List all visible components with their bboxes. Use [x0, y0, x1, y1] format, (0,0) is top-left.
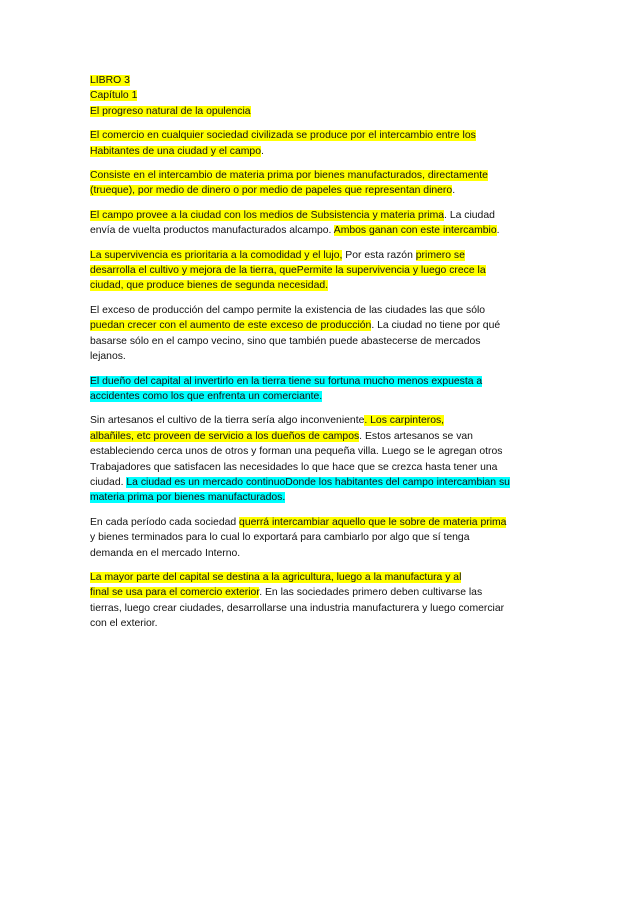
document-body	[90, 73, 556, 641]
yellow-highlight: Habitantes de una ciudad y el campo	[90, 145, 261, 157]
yellow-highlight: final se usa para el comercio exterior	[90, 587, 260, 599]
text-line	[90, 73, 556, 88]
text-line	[90, 278, 556, 293]
paragraph	[90, 248, 556, 294]
text-line	[90, 570, 556, 585]
yellow-highlight: albañiles, etc proveen de servicio a los dueños de campos	[90, 430, 360, 442]
paragraph	[90, 168, 556, 199]
text-run: basarse sólo en el campo vecino, sino que también puede abastecerse de mercados	[90, 335, 481, 347]
yellow-highlight: puedan crecer con el aumento de este exceso de producción	[90, 320, 372, 332]
text-run: . Estos artesanos se van	[359, 430, 473, 442]
yellow-highlight: ciudad, que produce bienes de segunda necesidad.	[90, 280, 329, 292]
text-run: y bienes terminados para lo cual lo exportará para cambiarlo por algo que sí tenga	[90, 532, 470, 544]
text-run: .	[452, 185, 456, 197]
cyan-highlight: El dueño del capital al invertirlo en la tierra tiene su fortuna mucho menos expuesta a	[90, 375, 483, 387]
text-run: .	[260, 145, 264, 157]
text-run: El exceso de producción del campo permite la existencia de las ciudades las que sólo	[90, 304, 486, 316]
yellow-highlight: La supervivencia es prioritaria a la comodidad y el lujo,	[90, 249, 343, 261]
text-run: Sin artesanos el cultivo de la tierra sería algo inconveniente	[90, 415, 365, 427]
yellow-highlight: El comercio en cualquier sociedad civilizada se produce por el intercambio entre los	[90, 130, 476, 142]
text-line	[90, 616, 556, 631]
paragraph	[90, 570, 556, 632]
text-run: con el exterior.	[90, 618, 158, 630]
text-line	[90, 429, 556, 444]
text-line	[90, 515, 556, 530]
text-line	[90, 318, 556, 333]
text-line	[90, 413, 556, 428]
text-line	[90, 263, 556, 278]
cyan-highlight: La ciudad es un mercado continuoDonde los habitantes del campo intercambian su	[126, 476, 510, 488]
yellow-highlight: LIBRO 3	[90, 75, 130, 86]
yellow-highlight: El campo provee a la ciudad con los medios de Subsistencia y materia prima	[90, 209, 445, 221]
cyan-highlight: accidentes como los que enfrenta un comerciante.	[90, 390, 323, 402]
text-line	[90, 88, 556, 103]
text-line	[90, 546, 556, 561]
text-run: estableciendo cerca unos de otros y forman una pequeña villa. Luego se le agregan otros	[90, 446, 503, 458]
yellow-highlight: El progreso natural de la opulencia	[90, 105, 251, 117]
text-line	[90, 303, 556, 318]
text-line	[90, 490, 556, 505]
text-line	[90, 168, 556, 183]
text-run: .	[496, 225, 500, 237]
yellow-highlight: desarrolla el cultivo y mejora de la tierra, quePermite la supervivencia y luego crece la	[90, 265, 486, 277]
paragraph	[90, 374, 556, 405]
text-run: Por esta razón	[342, 249, 416, 261]
text-line	[90, 334, 556, 349]
text-line	[90, 128, 556, 143]
text-line	[90, 183, 556, 198]
text-run: Trabajadores que satisfacen las necesidades lo que hace que se crezca hasta tener una	[90, 461, 498, 473]
text-line	[90, 475, 556, 490]
paragraph	[90, 73, 556, 119]
yellow-highlight: primero se	[415, 249, 465, 261]
text-line	[90, 208, 556, 223]
text-line	[90, 349, 556, 364]
text-run: . En las sociedades primero deben cultivarse las	[259, 587, 483, 599]
text-line	[90, 374, 556, 389]
yellow-highlight: La mayor parte del capital se destina a la agricultura, luego a la manufactura y al	[90, 571, 462, 583]
text-run: . La ciudad	[444, 209, 495, 221]
paragraph	[90, 208, 556, 239]
text-line	[90, 601, 556, 616]
paragraph	[90, 515, 556, 561]
text-run: tierras, luego crear ciudades, desarrollarse una industria manufacturera y luego comerciar	[90, 602, 505, 614]
paragraph	[90, 303, 556, 365]
cyan-highlight: materia prima por bienes manufacturados.	[90, 492, 286, 504]
text-line	[90, 223, 556, 238]
text-run: . La ciudad no tiene por qué	[371, 320, 501, 332]
text-run: En cada período cada sociedad	[90, 516, 240, 528]
text-line	[90, 144, 556, 159]
text-run: demanda en el mercado Interno.	[90, 547, 241, 559]
paragraph	[90, 128, 556, 159]
text-line	[90, 460, 556, 475]
yellow-highlight: . Los carpinteros,	[364, 415, 445, 427]
text-run: envía de vuelta productos manufacturados alcampo.	[90, 225, 334, 237]
text-run: ciudad.	[90, 476, 127, 488]
text-line	[90, 585, 556, 600]
yellow-highlight: Consiste en el intercambio de materia prima por bienes manufacturados, directamente	[90, 170, 488, 182]
yellow-highlight: Capítulo 1	[90, 90, 138, 102]
yellow-highlight: querrá intercambiar aquello que le sobre de materia prima	[239, 516, 507, 528]
text-line	[90, 530, 556, 545]
text-line	[90, 104, 556, 119]
text-line	[90, 248, 556, 263]
yellow-highlight: (trueque), por medio de dinero o por medio de papeles que representan dinero	[90, 185, 453, 197]
text-line	[90, 444, 556, 459]
yellow-highlight: Ambos ganan con este intercambio	[333, 225, 497, 237]
paragraph	[90, 413, 556, 505]
text-line	[90, 389, 556, 404]
text-run: lejanos.	[90, 351, 126, 363]
